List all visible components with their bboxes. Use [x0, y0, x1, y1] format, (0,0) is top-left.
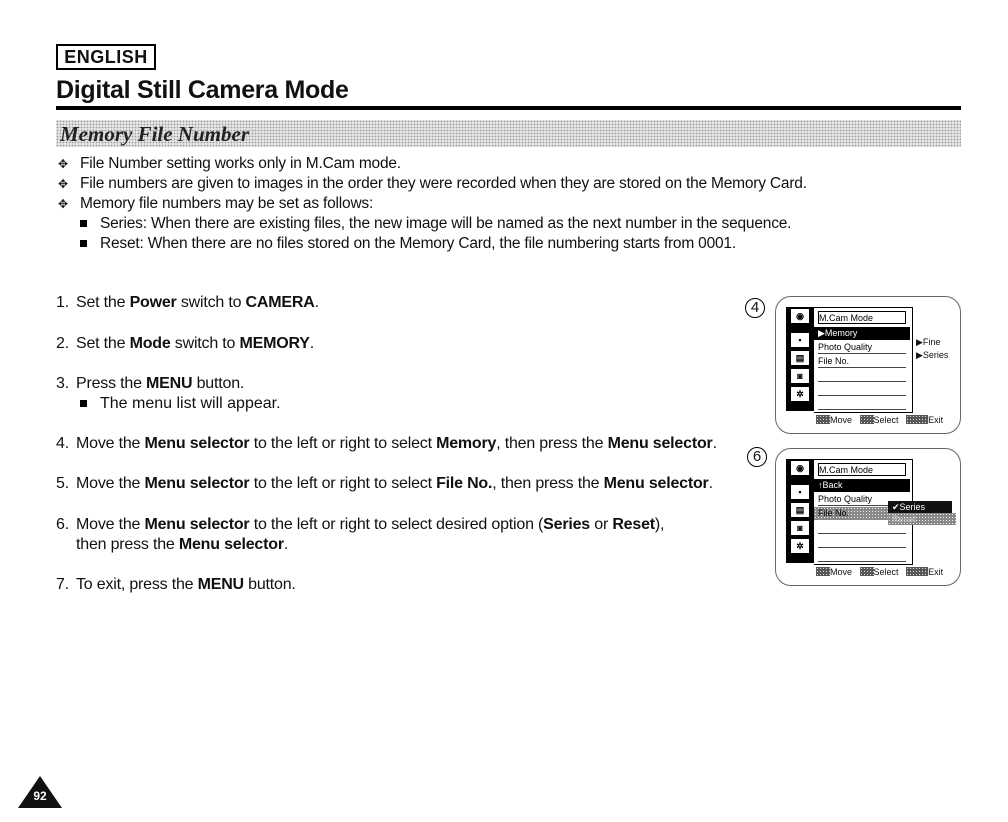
title-rule	[56, 106, 961, 110]
note-item: ✥ Memory file numbers may be set as follows:	[58, 195, 374, 212]
menu-row-photo-quality: Photo Quality	[818, 493, 906, 506]
menu-row-empty	[818, 369, 906, 382]
mode-label: M.Cam Mode	[818, 463, 906, 476]
menu-key-icon	[906, 415, 928, 424]
card-icon: ▤	[791, 351, 809, 365]
page-title: Digital Still Camera Mode	[56, 76, 349, 104]
step-3: 3. Press the MENU button.	[56, 375, 245, 392]
camera-icon: ◙	[791, 521, 809, 535]
memory-card-icon: ▪	[791, 485, 809, 499]
step-2: 2. Set the Mode switch to MEMORY.	[56, 335, 314, 352]
diamond-cross-icon: ✥	[58, 197, 68, 211]
step-1: 1. Set the Power switch to CAMERA.	[56, 294, 319, 311]
square-bullet-icon	[80, 220, 87, 227]
menu-row-empty	[818, 383, 906, 396]
step-4: 4. Move the Menu selector to the left or right to select Memory, then press the Menu selector.	[56, 435, 717, 452]
lcd-icon-bar	[786, 307, 814, 411]
step-7: 7. To exit, press the MENU button.	[56, 576, 296, 593]
select-icon	[860, 567, 874, 576]
camera-mode-icon: ◉	[791, 461, 809, 475]
notes-list	[56, 154, 807, 214]
option-reset: Reset	[888, 513, 956, 525]
subnote-item: Reset: When there are no files stored on the Memory Card, the file numbering starts from 0001.	[80, 234, 791, 254]
subnote-item: Series: When there are existing files, the new image will be named as the next number in the sequence.	[80, 214, 791, 234]
page-marker	[16, 774, 64, 810]
move-icon	[816, 415, 830, 424]
note-item: ✥ File Number setting works only in M.Cam mode.	[58, 155, 401, 172]
note-item: ✥ File numbers are given to images in the order they were recorded when they are stored on the Memory Card.	[58, 175, 807, 192]
lcd-menu-panel	[814, 307, 913, 413]
settings-gear-icon: ✲	[791, 387, 809, 401]
option-fine: ▶Fine	[916, 337, 941, 347]
lcd-display	[786, 307, 914, 411]
lcd-footer: Move Select Exit	[816, 567, 943, 577]
option-series: ▶Series	[916, 350, 949, 360]
menu-row-empty	[818, 397, 906, 410]
step-6: 6. Move the Menu selector to the left or right to select desired option (Series or Reset),	[56, 516, 665, 533]
menu-key-icon	[906, 567, 928, 576]
move-icon	[816, 567, 830, 576]
step-6-line2: then press the Menu selector.	[76, 536, 289, 553]
square-bullet-icon	[80, 240, 87, 247]
subnotes-list	[80, 214, 791, 254]
menu-row-back: ↑Back	[814, 479, 910, 492]
menu-screen-file-no	[775, 448, 961, 586]
option-series-selected: ✔Series	[888, 501, 952, 513]
step-5: 5. Move the Menu selector to the left or right to select File No., then press the Menu selector.	[56, 475, 713, 492]
language-label: ENGLISH	[56, 44, 156, 70]
menu-row-empty	[818, 549, 906, 562]
diamond-cross-icon: ✥	[58, 177, 68, 191]
menu-row-file-no: File No.	[818, 355, 906, 368]
mode-label: M.Cam Mode	[818, 311, 906, 324]
square-bullet-icon	[80, 400, 87, 407]
menu-screen-memory	[775, 296, 961, 434]
menu-row-photo-quality: Photo Quality	[818, 341, 906, 354]
card-icon: ▤	[791, 503, 809, 517]
callout-step-4: 4	[745, 298, 765, 318]
menu-row-empty	[818, 535, 906, 548]
menu-row-memory: ▶Memory	[814, 327, 910, 340]
select-icon	[860, 415, 874, 424]
lcd-footer: Move Select Exit	[816, 415, 943, 425]
callout-step-6: 6	[747, 447, 767, 467]
page-number: 92	[33, 789, 47, 803]
diamond-cross-icon: ✥	[58, 157, 68, 171]
step-3-sub: The menu list will appear.	[80, 394, 281, 414]
lcd-icon-bar	[786, 459, 814, 563]
menu-row-file-no: File No.	[814, 507, 910, 520]
camera-icon: ◙	[791, 369, 809, 383]
memory-card-icon: ▪	[791, 333, 809, 347]
settings-gear-icon: ✲	[791, 539, 809, 553]
camera-mode-icon: ◉	[791, 309, 809, 323]
section-title: Memory File Number	[60, 122, 249, 146]
